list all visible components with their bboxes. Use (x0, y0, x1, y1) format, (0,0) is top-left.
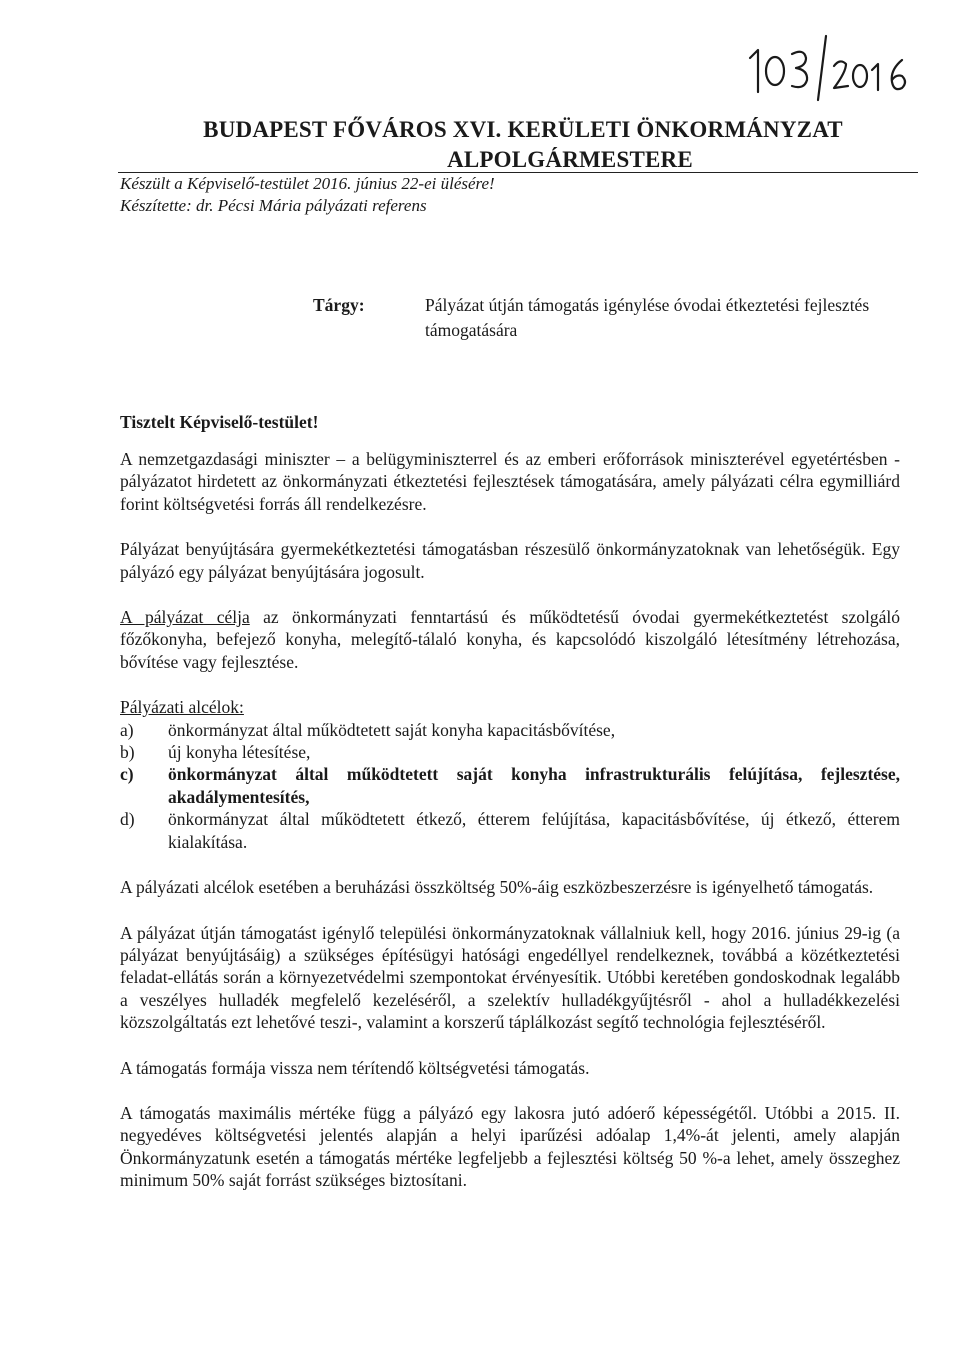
subgoals-heading: Pályázati alcélok: (120, 697, 244, 718)
paragraph-6: A támogatás formája vissza nem térítendő költségvetési támogatás. (120, 1057, 590, 1078)
organization-name: BUDAPEST FŐVÁROS XVI. KERÜLETI ÖNKORMÁNYZAT (203, 117, 843, 142)
organization-title (120, 115, 900, 175)
list-marker: a) (120, 719, 134, 740)
paragraph-4: A pályázati alcélok esetében a beruházási összköltség 50%-áig eszközbeszerzésre is igényelhető támogatás. (120, 877, 874, 898)
list-marker: b) (120, 742, 135, 763)
paragraph-3-label: A pályázat célja (120, 607, 250, 628)
list-marker: c) (120, 764, 134, 785)
list-item (120, 741, 900, 763)
list-item (120, 763, 900, 808)
subgoals-list (120, 719, 900, 853)
subject-label: Tárgy: (313, 295, 365, 315)
list-item-text: önkormányzat által működtetett saját konyha kapacitásbővítése, (168, 719, 616, 740)
list-item (120, 808, 900, 853)
paragraph-7: A támogatás maximális mértéke függ a pályázó egy lakosra jutó adóerő képességétől. Utóbbi a 2015. II. negyedéves költségvetési jelentés alapján a helyi iparűzési adóalap 1,4%-át jelenti, amely alapján Önkormányzatunk esetén a támogatás mértéke legfeljebb a fejlesztési költség 50 %-a lehet, amely összeghez minimum 50% saját forrást szükséges biztosítani. (120, 1102, 900, 1191)
subject-text: Pályázat útján támogatás igénylése óvodai étkeztetési fejlesztés támogatására (425, 295, 870, 340)
prepared-by-line: Készítette: dr. Pécsi Mária pályázati referens (120, 196, 427, 215)
document-meta (120, 173, 495, 217)
list-item-text: önkormányzat által működtetett saját konyha infrastrukturális felújítása, fejlesztése, akadálymentesítés, (168, 764, 900, 807)
list-marker: d) (120, 809, 135, 830)
paragraph-3 (120, 606, 900, 673)
paragraph-2: Pályázat benyújtására gyermekétkeztetési támogatásban részesülő önkormányzatoknak van lehetőségük. Egy pályázó egy pályázat benyújtására jogosult. (120, 539, 900, 582)
prepared-for-line: Készült a Képviselő-testület 2016. június 22-ei ülésére! (120, 174, 495, 193)
list-item (120, 719, 900, 741)
salutation: Tisztelt Képviselő-testület! (120, 412, 319, 432)
list-item-text: új konyha létesítése, (168, 742, 311, 763)
document-body (120, 448, 900, 1215)
paragraph-3-text: az önkormányzati fenntartású és működtetésű óvodai gyermekétkeztetést szolgáló főzőkonyha, befejező konyha, melegítő-tálaló konyha, és kapcsolódó kiszolgáló létesítmény létrehozása, bővítése vagy fejlesztése. (120, 607, 900, 672)
list-item-text: önkormányzat által működtetett étkező, étterem felújítása, kapacitásbővítése, új étkező, étterem kialakítása. (168, 809, 900, 852)
organization-office: ALPOLGÁRMESTERE (447, 147, 693, 172)
paragraph-5: A pályázat útján támogatást igénylő települési önkormányzatoknak vállalniuk kell, hogy 2016. június 29-ig (a pályázat benyújtásáig) a szükséges építésügyi hatósági engedéllyel rendelkeznek, továbbá a közétkeztetési feladat-ellátás során a környezetvédelmi szempontokat érvényesítik. Utóbbi keretében gondoskodnak legalább a veszélyes hulladék megfelelő kezeléséről, a szelektív hulladékgyűjtésről - ahol a hulladékkezelési közszolgáltatás ezt lehetővé teszi-, valamint a korszerű táplálkozást segítő technológia fejlesztéséről. (120, 922, 900, 1033)
paragraph-1: A nemzetgazdasági miniszter – a belügyminiszterrel és az emberi erőforrások miniszterével egyetértésben - pályázatot hirdetett az önkormányzati étkeztetési fejlesztések támogatására, amely pályázati célra egymilliárd forint költségvetési forrás áll rendelkezésre. (120, 449, 900, 514)
handwritten-registration-number (742, 30, 932, 102)
